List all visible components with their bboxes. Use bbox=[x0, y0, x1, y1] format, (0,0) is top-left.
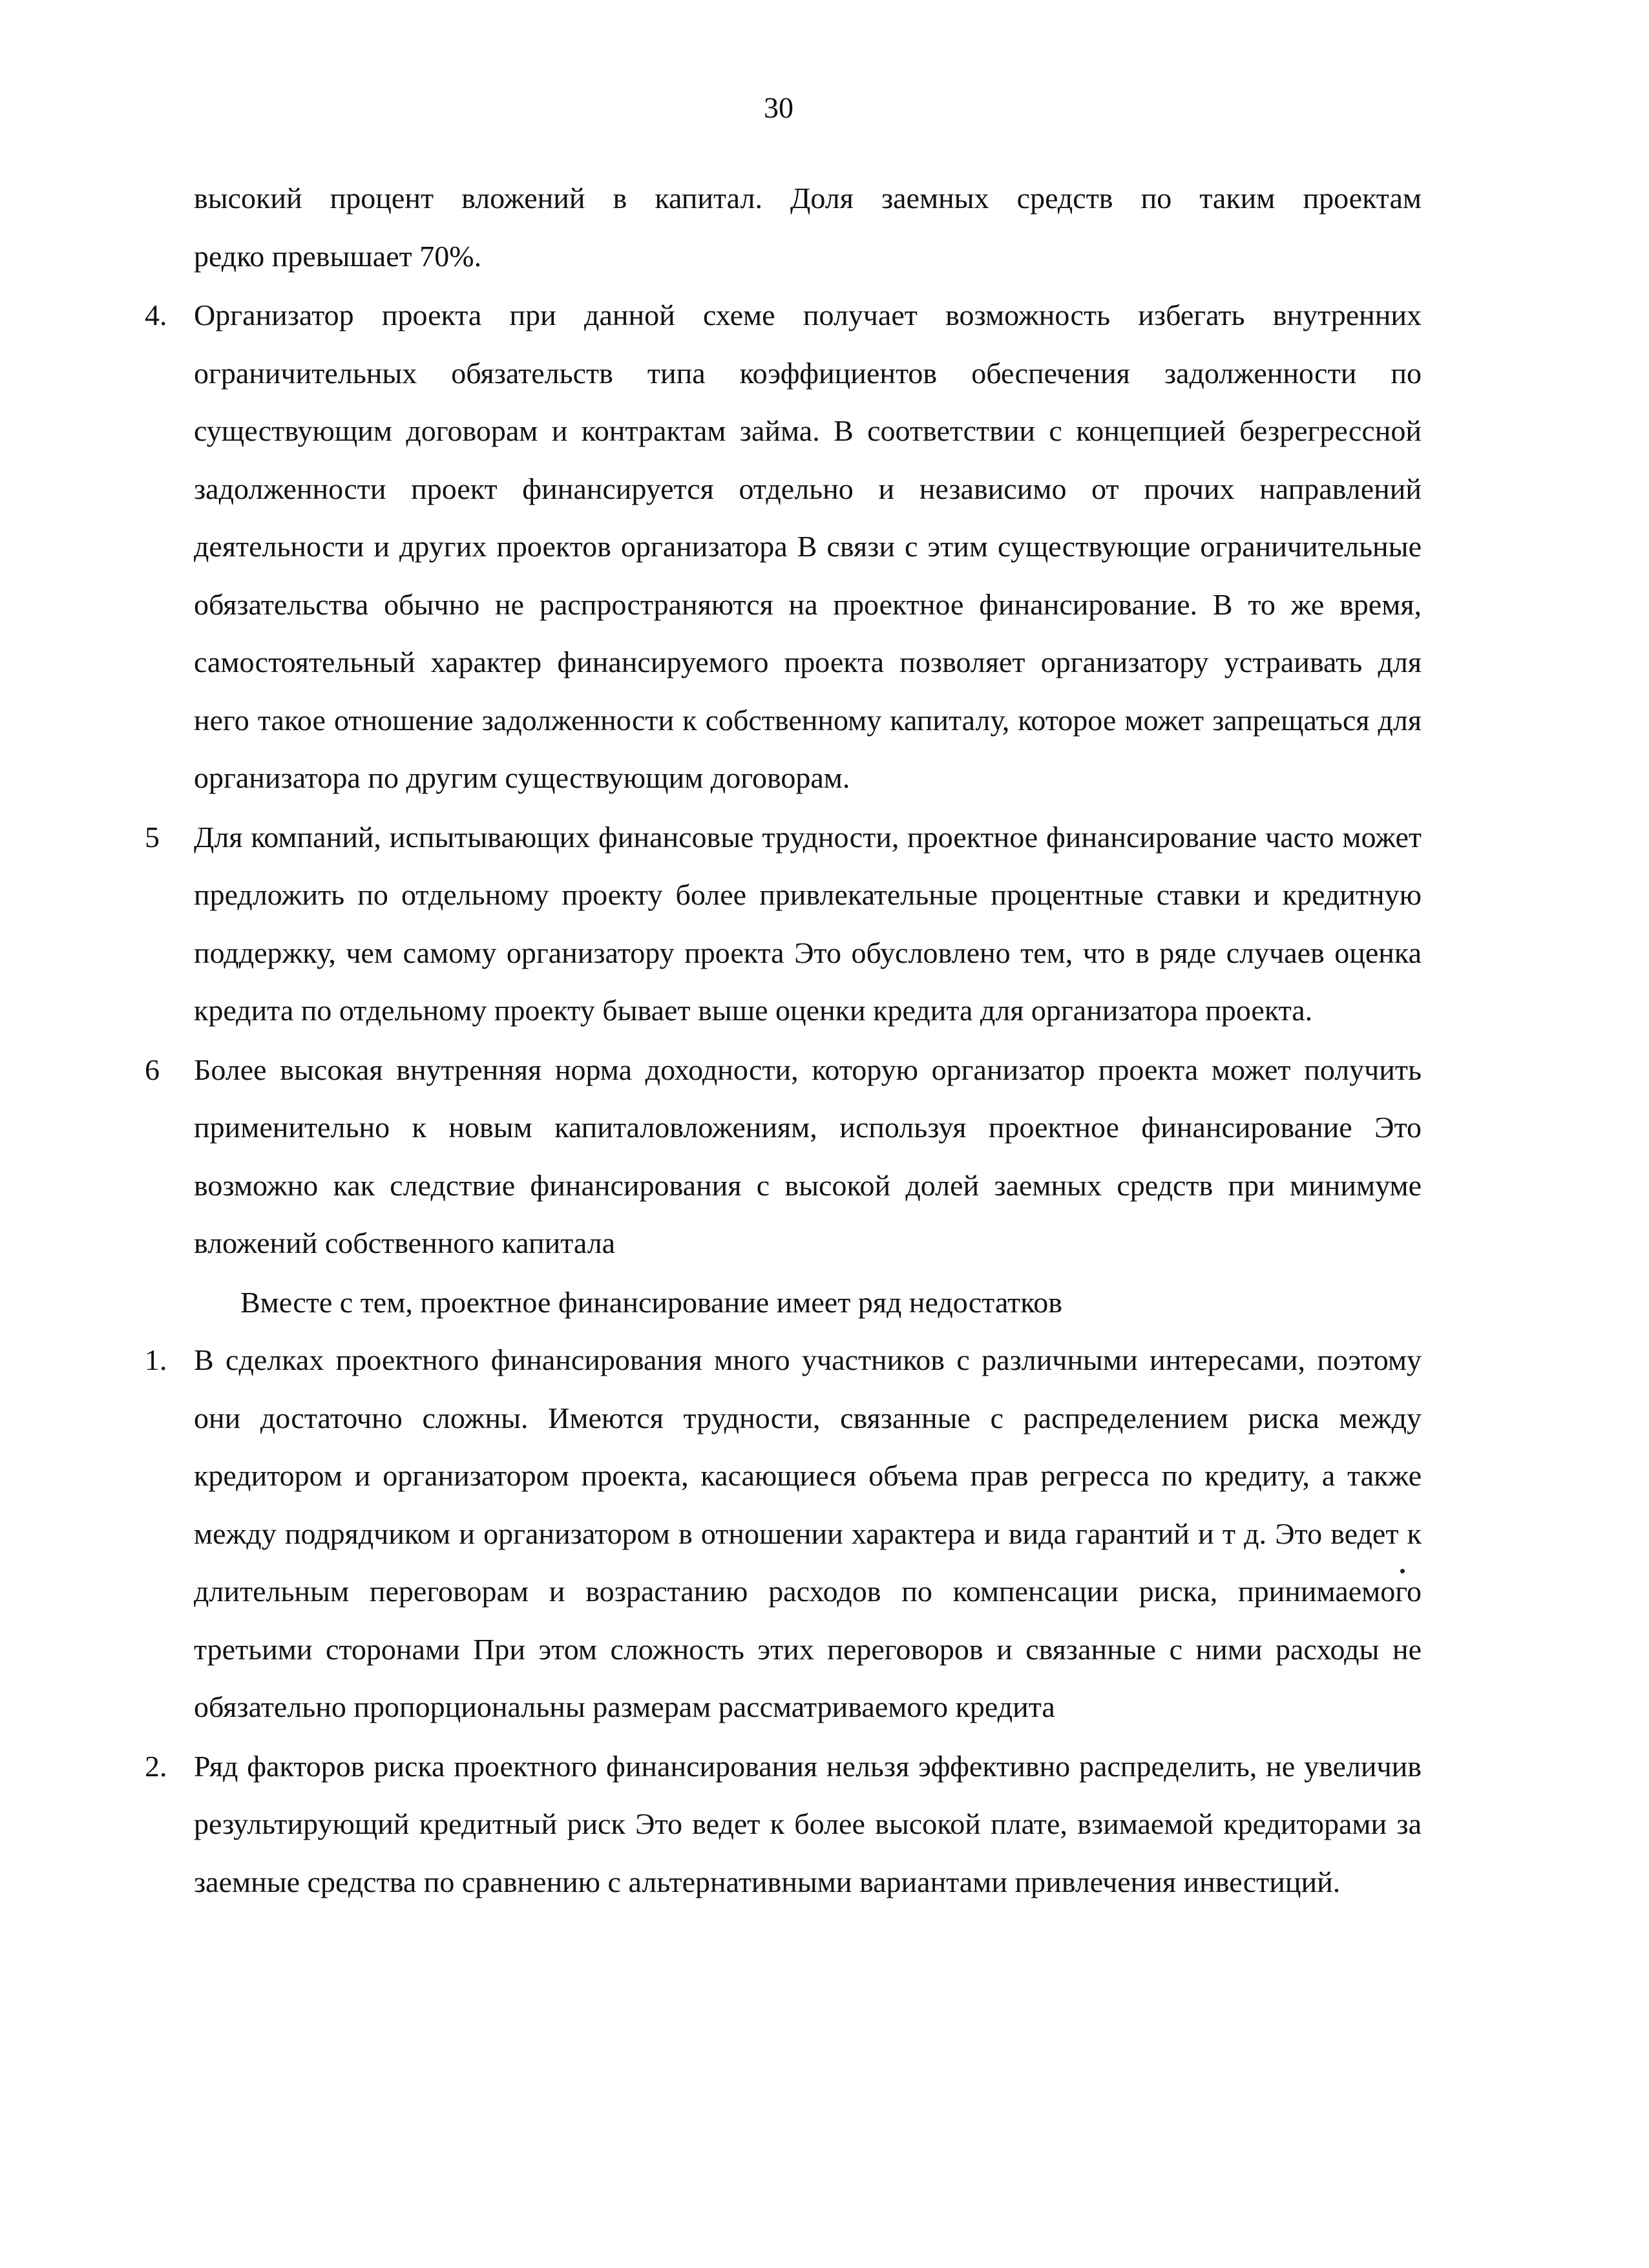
list-item-text: Более высокая внутренняя норма доходности, которую организатор проекта может получить применительно к новым капиталовложениям, используя проектное финансирование Это возможно как следствие финансирования с высокой долей заемных средств при минимуме вложений собственного капитала bbox=[194, 1053, 1422, 1259]
list-item-text: Ряд факторов риска проектного финансирования нельзя эффективно распределить, не увеличив результирующий кредитный риск Это ведет к более высокой плате, взимаемой кредиторами за заемные средства по сравнению с альтернативными вариантами привлечения инвестиций. bbox=[194, 1749, 1422, 1898]
list-item-number: 5 bbox=[145, 820, 160, 854]
list-item-number: 4. bbox=[145, 299, 167, 331]
intro-line-1: высокий процент вложений в капитал. Доля заемных средств по таким проектам bbox=[194, 182, 1422, 215]
list-item-advantage-6 bbox=[145, 1041, 1422, 1272]
list-item-text: В сделках проектного финансирования много участников с различными интересами, поэтому они достаточно сложны. Имеются трудности, связанные с распределением риска между кредитором и организатором проекта, касающиеся объема прав регресса по кредиту, а также между подрядчиком и организатором в отношении характера и вида гарантий и т д. Это ведет к длительным переговорам и возрастанию расходов по компенсации риска, принимаемого третьими сторонами При этом сложность этих переговоров и связанные с ними расходы не обязательно пропорциональны размерам рассматриваемого кредита bbox=[194, 1343, 1422, 1723]
list-item-disadvantage-2 bbox=[145, 1738, 1422, 1911]
intro-line-2: редко превышает 70%. bbox=[194, 239, 482, 273]
list-item-number: 6 bbox=[145, 1053, 160, 1086]
list-item-number: 1. bbox=[145, 1343, 167, 1376]
scan-speck bbox=[1400, 1569, 1405, 1573]
transition-sentence: Вместе с тем, проектное финансирование имеет ряд недостатков bbox=[240, 1285, 1063, 1319]
page-body bbox=[145, 169, 1422, 1912]
page-number: 30 bbox=[764, 91, 793, 124]
list-item-number: 2. bbox=[145, 1749, 167, 1783]
list-item-text: Организатор проекта при данной схеме получает возможность избегать внутренних ограничительных обязательств типа коэффициентов обеспечения задолженности по существующим договорам и контрактам займа. В соответствии с концепцией безрегрессной задолженности проект финансируется отдельно и независимо от прочих направлений деятельности и других проектов организатора В связи с этим существующие ограничительные обязательства обычно не распространяются на проектное финансирование. В то же время, самостоятельный характер финансируемого проекта позволяет организатору устраивать для него такое отношение задолженности к собственному капиталу, которое может запрещаться для организатора по другим существующим договорам. bbox=[194, 299, 1422, 794]
list-item-advantage-5 bbox=[145, 808, 1422, 1040]
list-item-advantage-4 bbox=[145, 286, 1422, 807]
list-item-disadvantage-1 bbox=[145, 1331, 1422, 1736]
list-item-text: Для компаний, испытывающих финансовые трудности, проектное финансирование часто может предложить по отдельному проекту более привлекательные процентные ставки и кредитную поддержку, чем самому организатору проекта Это обусловлено тем, что в ряде случаев оценка кредита по отдельному проекту бывает выше оценки кредита для организатора проекта. bbox=[194, 820, 1422, 1027]
